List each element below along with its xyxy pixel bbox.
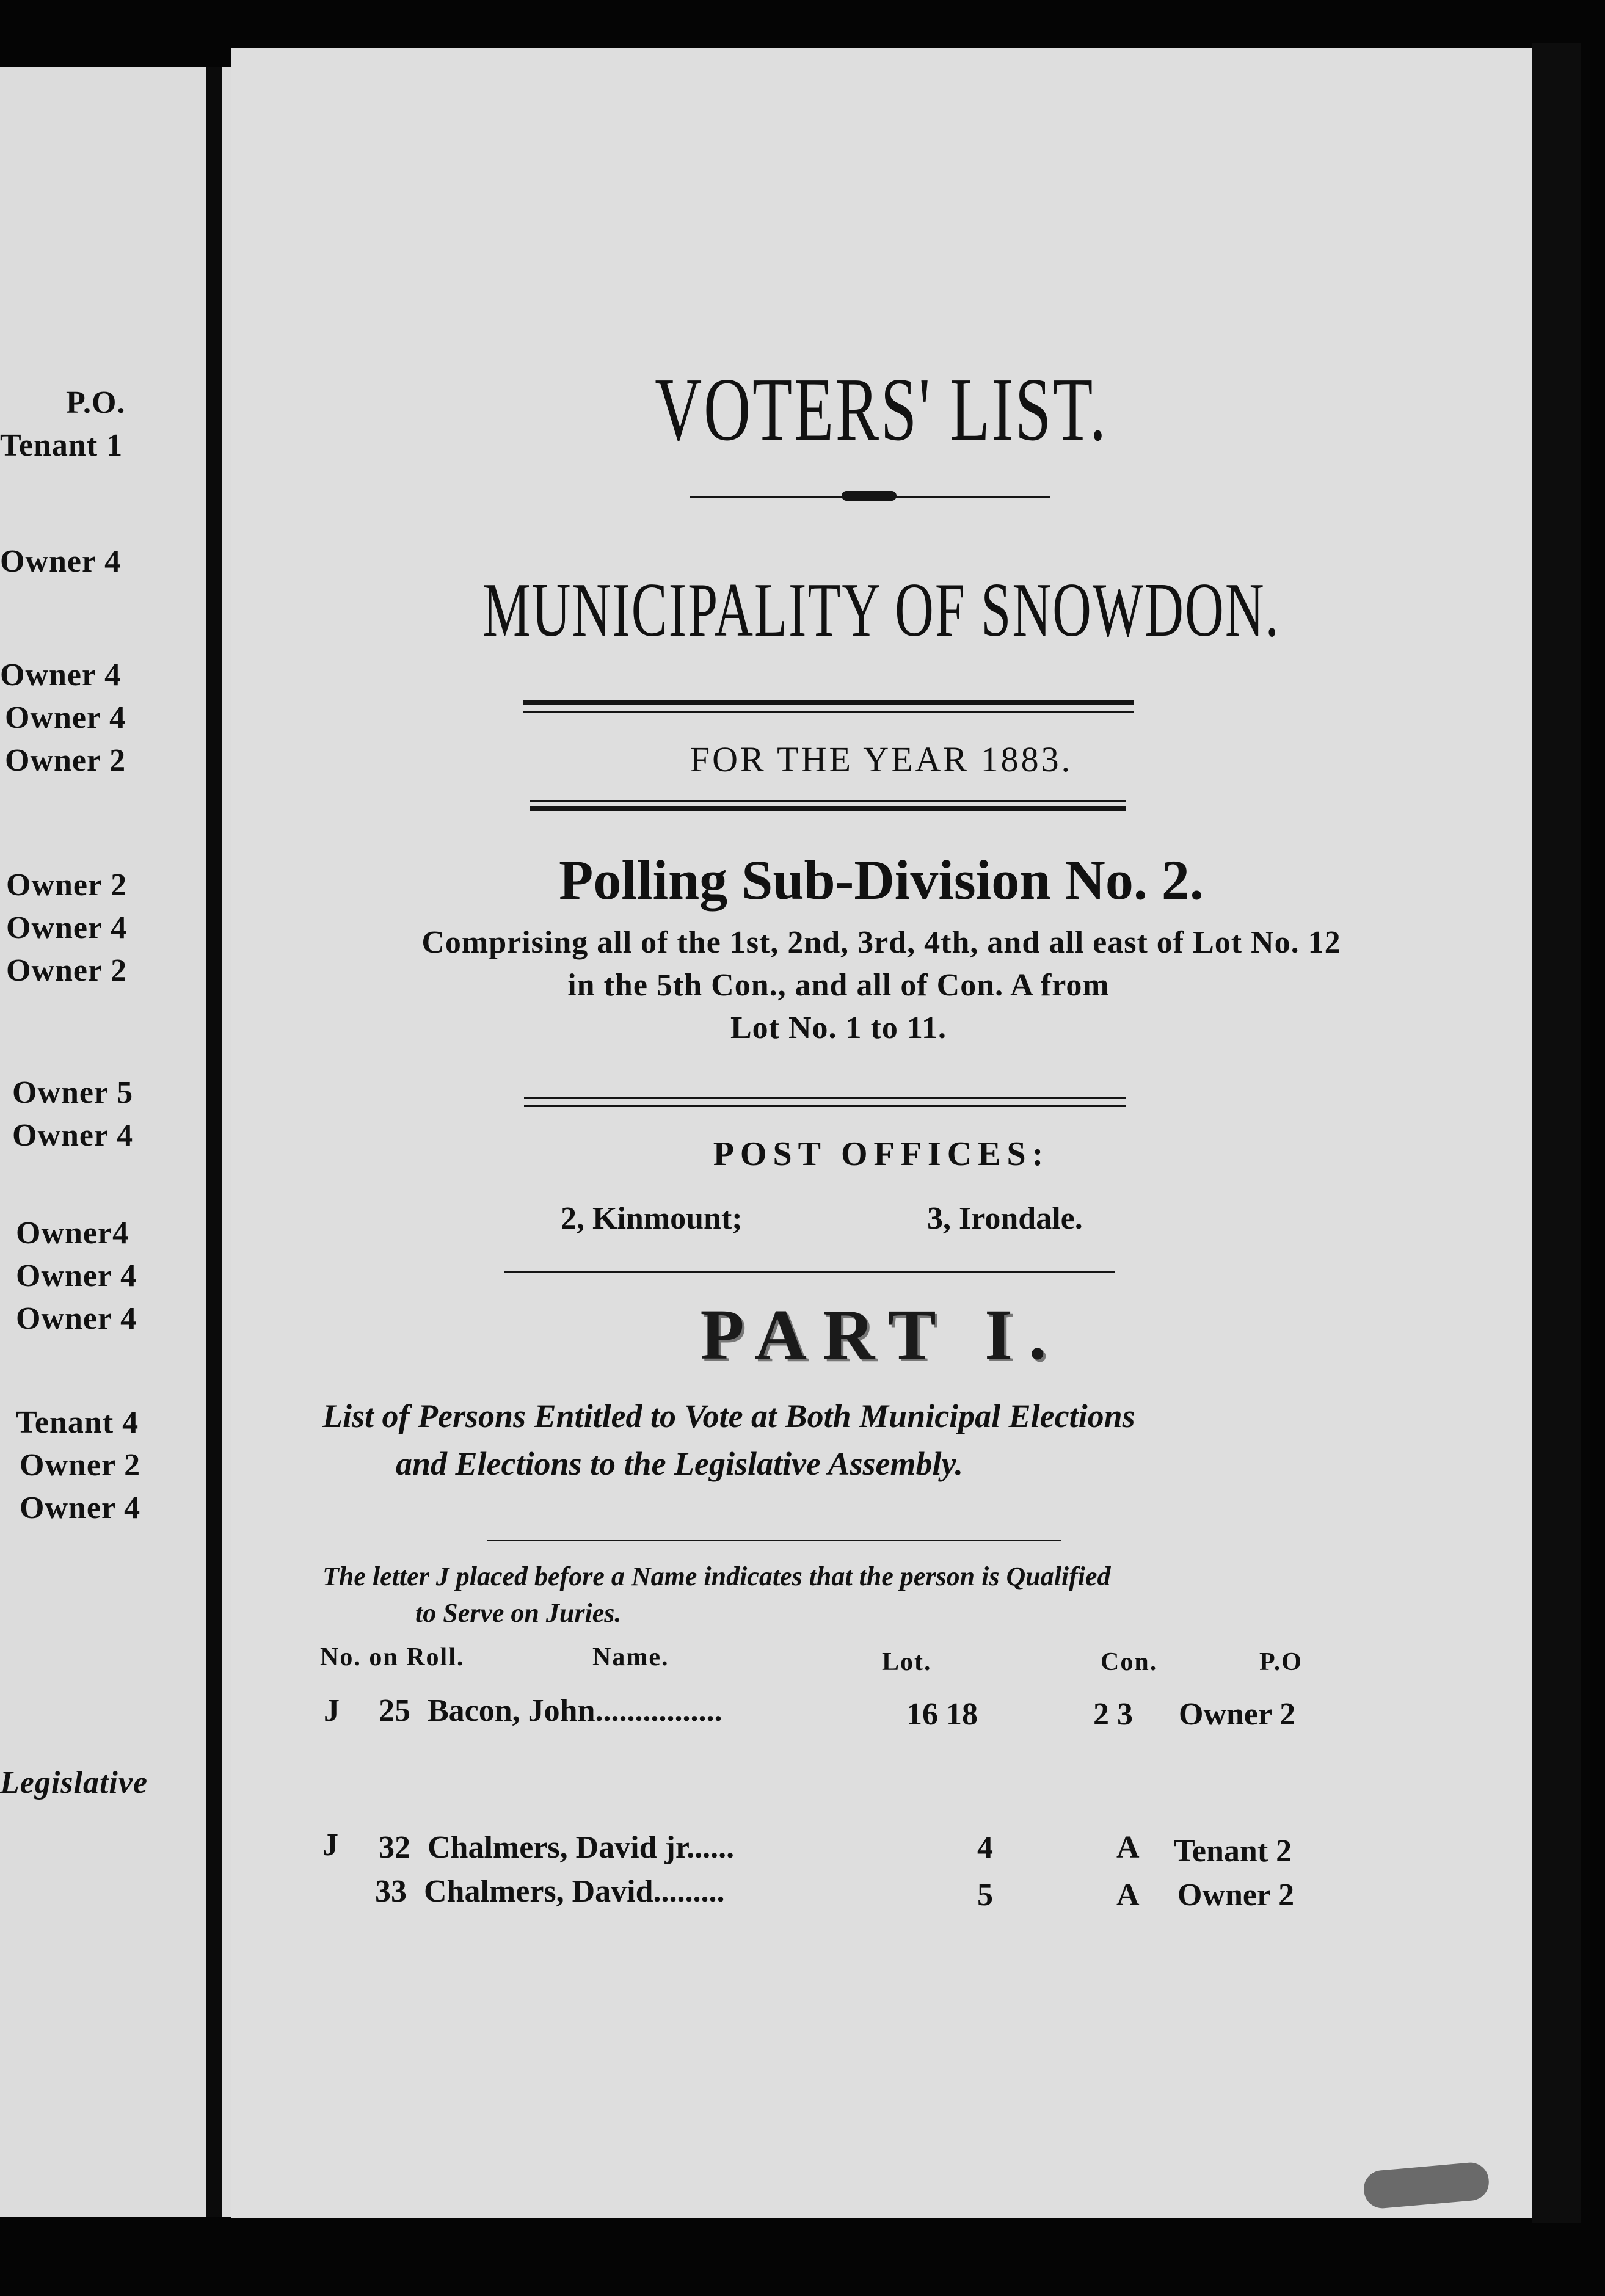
comprising-line: Comprising all of the 1st, 2nd, 3rd, 4th, and all east of Lot No. 12 bbox=[421, 925, 1341, 960]
column-header-po: P.O bbox=[1259, 1648, 1303, 1676]
part-description: and Elections to the Legislative Assembly. bbox=[396, 1445, 963, 1482]
roll-number: 25 bbox=[379, 1693, 410, 1728]
comprising-line: in the 5th Con., and all of Con. A from bbox=[567, 968, 1110, 1003]
po-status: Owner 2 bbox=[1177, 1878, 1295, 1913]
comprising-line: Lot No. 1 to 11. bbox=[730, 1011, 947, 1045]
double-rule-thin bbox=[523, 711, 1134, 713]
left-entry: Owner 2 bbox=[5, 743, 126, 778]
left-page-fragment bbox=[0, 67, 239, 2217]
left-entry: Owner 2 bbox=[20, 1448, 141, 1483]
left-entry: Owner 4 bbox=[20, 1491, 141, 1525]
left-entry: Owner 4 bbox=[5, 700, 126, 735]
main-page bbox=[231, 48, 1532, 2218]
municipality-title: MUNICIPALITY OF SNOWDON. bbox=[482, 568, 1280, 653]
left-entry: Owner 4 bbox=[12, 1118, 134, 1153]
left-entry: Owner 2 bbox=[6, 953, 128, 988]
post-office-item: 3, Irondale. bbox=[927, 1201, 1083, 1236]
roll-number: 32 bbox=[379, 1830, 410, 1865]
roll-number: 33 bbox=[375, 1874, 407, 1909]
left-entry: Legislative bbox=[0, 1765, 148, 1800]
part-description: List of Persons Entitled to Vote at Both Municipal Elections bbox=[322, 1398, 1135, 1434]
section-rule bbox=[504, 1271, 1115, 1273]
left-entry: Tenant 1 bbox=[0, 428, 123, 463]
con-number: A bbox=[1116, 1878, 1140, 1913]
left-entry: Owner 4 bbox=[0, 658, 122, 692]
con-number: 2 3 bbox=[1093, 1697, 1133, 1732]
year-heading: FOR THE YEAR 1883. bbox=[690, 739, 1073, 779]
left-entry: P.O. bbox=[66, 385, 126, 420]
left-entry: Owner 2 bbox=[6, 868, 128, 903]
left-entry: Owner 4 bbox=[0, 544, 122, 579]
left-entry: Tenant 4 bbox=[16, 1405, 139, 1440]
left-entry: Owner4 bbox=[16, 1216, 129, 1251]
column-header-no-on-roll: No. on Roll. bbox=[320, 1643, 465, 1671]
post-offices-heading: POST OFFICES: bbox=[713, 1135, 1050, 1173]
double-rule bbox=[523, 700, 1134, 705]
double-rule-thin bbox=[524, 1105, 1126, 1107]
left-entry: Owner 4 bbox=[16, 1259, 137, 1293]
post-office-item: 2, Kinmount; bbox=[561, 1201, 743, 1236]
left-entry: Owner 4 bbox=[6, 910, 128, 945]
con-number: A bbox=[1116, 1830, 1140, 1865]
jury-marker: J bbox=[322, 1828, 338, 1862]
double-rule bbox=[530, 806, 1126, 811]
lot-number: 5 bbox=[977, 1878, 993, 1913]
section-rule bbox=[487, 1540, 1061, 1541]
po-status: Tenant 2 bbox=[1174, 1834, 1292, 1869]
ink-smudge bbox=[1363, 2161, 1491, 2210]
po-status: Owner 2 bbox=[1179, 1697, 1296, 1732]
voter-name: Chalmers, David jr...... bbox=[428, 1830, 735, 1865]
left-entry: Owner 5 bbox=[12, 1075, 134, 1110]
part-heading: PART I. bbox=[700, 1295, 1063, 1375]
voter-name: Bacon, John................ bbox=[428, 1693, 722, 1728]
left-entry: Owner 4 bbox=[16, 1301, 137, 1336]
page-spine-divider bbox=[206, 67, 222, 2217]
jury-note: to Serve on Juries. bbox=[415, 1598, 622, 1628]
scan-dark-border bbox=[1532, 43, 1581, 2223]
ornament-center bbox=[842, 491, 897, 501]
lot-number: 4 bbox=[977, 1830, 993, 1865]
column-header-con: Con. bbox=[1101, 1648, 1158, 1676]
column-header-name: Name. bbox=[592, 1643, 669, 1671]
double-rule-thin bbox=[524, 1097, 1126, 1099]
page-title: VOTERS' LIST. bbox=[655, 360, 1108, 460]
voter-name: Chalmers, David......... bbox=[424, 1874, 725, 1909]
column-header-lot: Lot. bbox=[882, 1648, 932, 1676]
jury-marker: J bbox=[324, 1693, 340, 1728]
polling-subdivision-title: Polling Sub-Division No. 2. bbox=[559, 849, 1204, 911]
jury-note: The letter J placed before a Name indicates that the person is Qualified bbox=[322, 1561, 1111, 1591]
lot-number: 16 18 bbox=[906, 1697, 978, 1732]
double-rule-thin bbox=[530, 800, 1126, 802]
